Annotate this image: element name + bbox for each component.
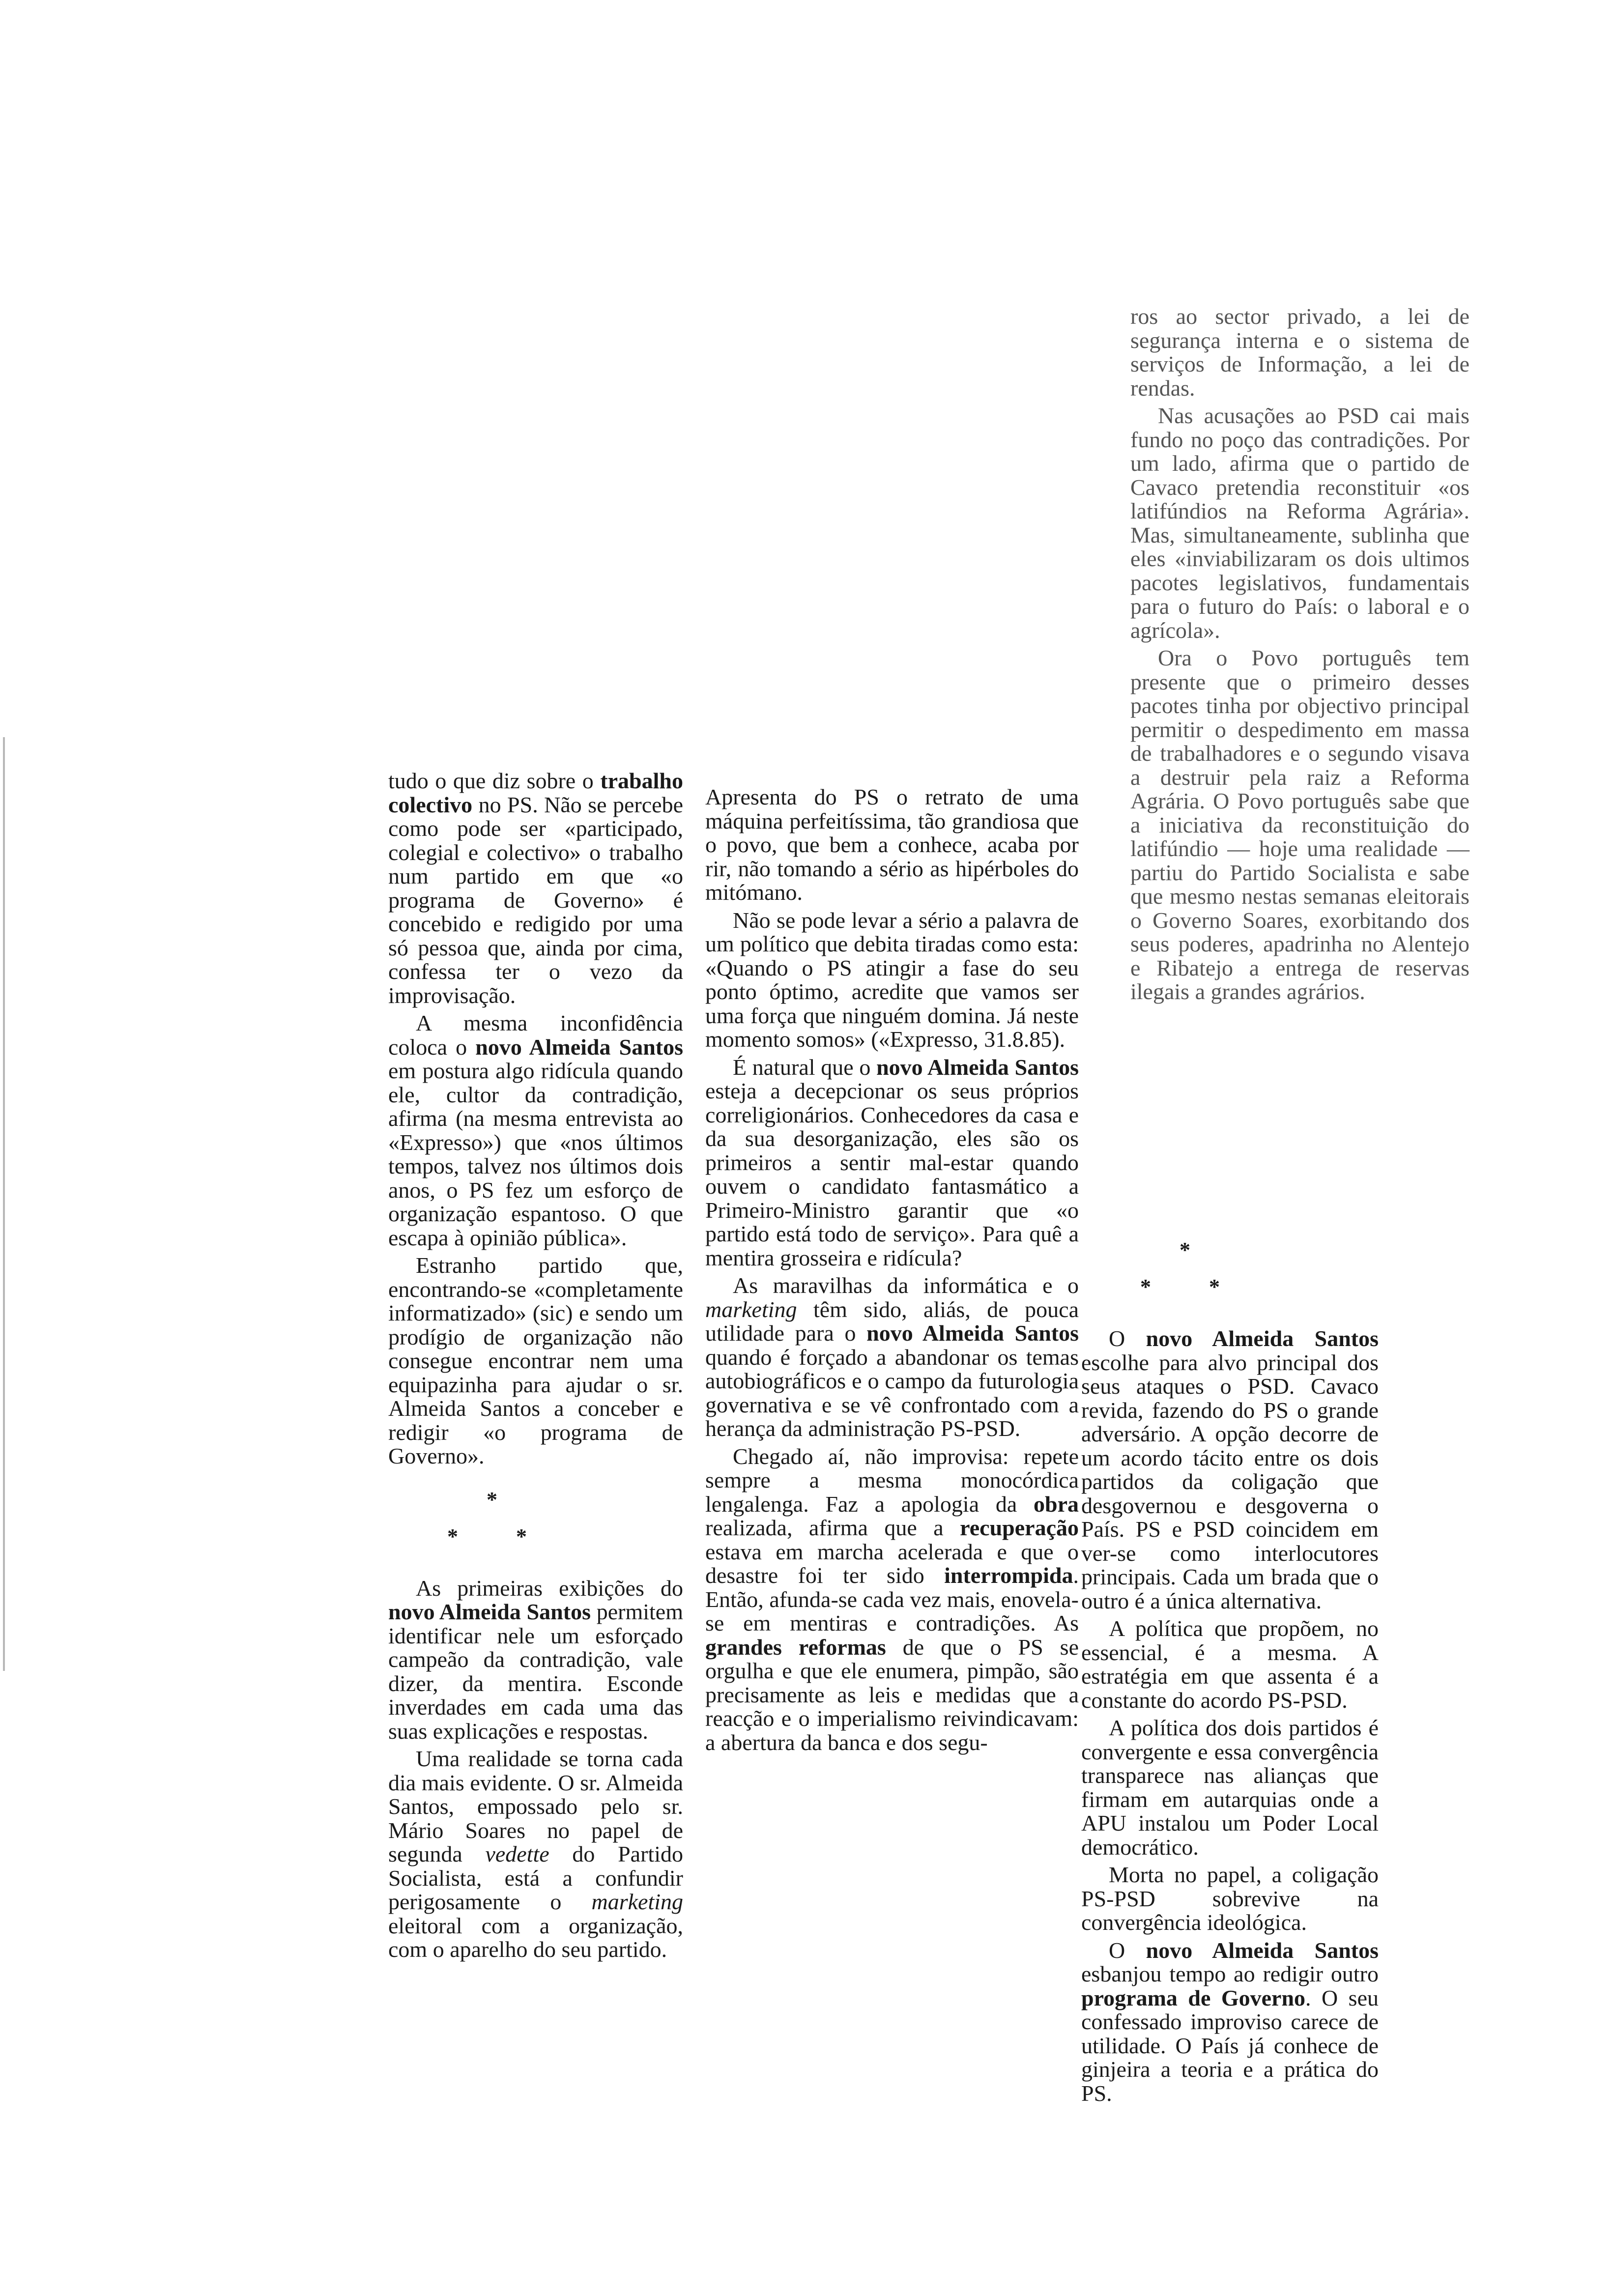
bold-text-run: novo Almeida Santos <box>1146 1326 1379 1351</box>
text-run: O <box>1109 1326 1146 1351</box>
text-run: As primeiras exibições do <box>416 1575 683 1601</box>
text-run: em postura algo ridícula quando ele, cultor da contradição, afirma (na mesma entrevista ao «Expresso») que «nos últimos tempos, talvez nos últimos dois anos, o PS fez um esforço de organização espantoso. O que escapa à opinião pública». <box>388 1058 683 1250</box>
text-run: quando é forçado a abandonar os temas autobiográficos e o campo da futurologia governativa e se vê confrontado com a herança da administração PS-PSD. <box>705 1344 1079 1441</box>
text-run: do Partido Socialista, está a confundir perigosamente o <box>388 1841 683 1914</box>
text-run: As maravilhas da informática e o <box>733 1273 1079 1298</box>
text-run: no PS. Não se percebe como pode ser «participado, colegial e colectivo» o trabalho num partido em que «o programa de Governo» é concebido e redigido por uma só pessoa que, ainda por cima, confessa ter o vezo da improvisação. <box>388 792 683 1008</box>
article-column-right <box>1081 1219 1379 2109</box>
text-run: realizada, afirma que a <box>705 1515 960 1540</box>
text-run: Chegado aí, não improvisa: repete sempre a mesma monocórdica lengalenga. Faz a apologia da <box>705 1443 1079 1517</box>
article-paragraph <box>1130 305 1469 400</box>
text-run: escolhe para alvo principal dos seus ataques o PSD. Cavaco revida, fazendo do PS o grande adversário. A opção decorre de um acordo tácito entre os dois partidos da coligação que desgovernou e desgoverna o País. PS e PSD coincidem em ver-se como interlocutores principais. Cada um brada que o outro é a única alternativa. <box>1081 1349 1379 1613</box>
text-run: de que o PS se orgulha e que ele enumera, pimpão, são precisamente as leis e medidas que a reacção e o imperialismo reivindicavam: a abertura da banca e dos segu- <box>705 1634 1079 1755</box>
article-paragraph <box>705 1445 1079 1755</box>
asterisk-glyph: * <box>1180 1238 1190 1262</box>
bold-text-run: obra <box>1034 1491 1079 1517</box>
asterisk-glyph: * <box>447 1524 458 1549</box>
asterisk-glyph: * <box>516 1524 527 1549</box>
bold-text-run: novo Almeida Santos <box>866 1320 1079 1346</box>
bold-text-run: novo Almeida Santos <box>388 1599 591 1624</box>
article-paragraph <box>1130 404 1469 642</box>
bold-text-run: trabalho colectivo <box>388 768 683 817</box>
text-run: . O seu confessado improviso carece de utilidade. O País já conhece de ginjeira a teoria e a prática do PS. <box>1081 1985 1379 2106</box>
bold-text-run: programa de Governo <box>1081 1985 1306 2010</box>
bold-text-run: grandes reformas <box>705 1634 886 1660</box>
text-run: . Então, afunda-se cada vez mais, enovela-se em mentiras e contradições. As <box>705 1563 1079 1636</box>
bold-text-run: recuperação <box>960 1515 1079 1540</box>
article-column-middle <box>705 785 1079 1758</box>
article-paragraph <box>388 1577 683 1744</box>
article-paragraph <box>705 785 1079 905</box>
article-paragraph <box>1081 1617 1379 1712</box>
text-run: têm sido, aliás, de pouca utilidade para o <box>705 1296 1079 1346</box>
asterisk-glyph: * <box>1140 1275 1151 1299</box>
text-run: esbanjou tempo ao redigir outro <box>1081 1961 1379 1986</box>
text-run: A política dos dois partidos é convergente e essa convergência transparece nas alianças que firmam em autarquias onde a APU instalou um Poder Local democrático. <box>1081 1715 1379 1860</box>
article-paragraph <box>705 909 1079 1052</box>
article-column-left <box>388 769 683 1966</box>
section-divider-asterisks <box>1081 1234 1379 1307</box>
asterisk-glyph: * <box>1209 1275 1220 1299</box>
text-run: eleitoral com a organização, com o aparelho do seu partido. <box>388 1913 683 1962</box>
bold-text-run: novo Almeida Santos <box>1146 1937 1379 1963</box>
article-paragraph <box>705 1056 1079 1270</box>
italic-text-run: marketing <box>705 1296 797 1322</box>
article-paragraph <box>1081 1939 1379 2106</box>
text-run: Não se pode levar a sério a palavra de um político que debita tiradas como esta: «Quando o PS atingir a fase do seu ponto óptimo, acredite que vamos ser uma força que ninguém domina. Já neste momento somos» («Expresso, 31.8.85). <box>705 907 1079 1052</box>
article-paragraph <box>1081 1863 1379 1935</box>
text-run: esteja a decepcionar os seus próprios correligionários. Conhecedores da casa e da sua desorganização, eles são os primeiros a sentir mal-estar quando ouvem o candidato fantasmático a Primeiro-Ministro garantir que «o partido está todo de serviço». Para quê a mentira grosseira e ridícula? <box>705 1078 1079 1270</box>
text-run: É natural que o <box>733 1054 877 1080</box>
text-run: permitem identificar nele um esforçado campeão da contradição, vale dizer, da mentira. Esconde inverdades em cada uma das suas explicações e respostas. <box>388 1599 684 1744</box>
text-run: estava em marcha acelerada e que o desastre foi ter sido <box>705 1539 1079 1588</box>
asterisk-glyph: * <box>487 1487 497 1512</box>
article-paragraph <box>705 1274 1079 1441</box>
text-run: ros ao sector privado, a lei de segurança interna e o sistema de serviços de Informação, a lei de rendas. <box>1130 304 1469 401</box>
bold-text-run: interrompida <box>944 1563 1073 1588</box>
text-run: Nas acusações ao PSD cai mais fundo no poço das contradições. Por um lado, afirma que o partido de Cavaco pretendia reconstituir «os latifúndios na Reforma Agrária». Mas, simultaneamente, sublinha que eles «inviabilizaram os dois ultimos pacotes legislativos, fundamentais para o futuro do País: o laboral e o agrícola». <box>1130 403 1469 643</box>
italic-text-run: marketing <box>591 1889 683 1914</box>
bold-text-run: novo Almeida Santos <box>475 1034 683 1060</box>
text-run: A mesma inconfidência coloca o <box>388 1010 683 1060</box>
bold-text-run: novo Almeida Santos <box>876 1054 1079 1080</box>
text-run: Uma realidade se torna cada dia mais evidente. O sr. Almeida Santos, empossado pelo sr. Mário Soares no papel de segunda <box>388 1746 683 1866</box>
text-run: tudo o que diz sobre o <box>388 768 601 793</box>
article-paragraph <box>388 1747 683 1962</box>
text-run: Apresenta do PS o retrato de uma máquina perfeitíssima, tão grandiosa que o povo, que bem a conhece, acaba por rir, não tomando a sério as hipérboles do mitómano. <box>705 784 1079 905</box>
article-paragraph <box>388 1011 683 1250</box>
article-paragraph <box>388 769 683 1007</box>
text-run: Estranho partido que, encontrando-se «completamente informatizado» (sic) e sendo um prodígio de organização não consegue encontrar nem uma equipazinha para ajudar o sr. Almeida Santos a conceber e redigir «o programa de Governo». <box>388 1253 683 1468</box>
text-run: Ora o Povo português tem presente que o primeiro desses pacotes tinha por objectivo principal permitir o despedimento em massa de trabalhadores e o segundo visava a destruir pela raiz a Reforma Agrária. O Povo português sabe que a iniciativa da reconstituição do latifúndio — hoje uma realidade — partiu do Partido Socialista e sabe que mesmo nestas semanas eleitorais o Governo Soares, exorbitando dos seus poderes, apadrinha no Alentejo e Ribatejo a entrega de reservas ilegais a grandes agrários. <box>1130 645 1469 1004</box>
text-run: A política que propõem, no essencial, é a mesma. A estratégia em que assenta é a constante do acordo PS-PSD. <box>1081 1616 1379 1713</box>
article-paragraph <box>1081 1716 1379 1859</box>
article-paragraph <box>1130 646 1469 1004</box>
article-paragraph <box>388 1254 683 1468</box>
italic-text-run: vedette <box>485 1841 549 1866</box>
scan-edge-mark <box>3 737 5 1671</box>
article-column-top-right <box>1130 305 1469 1008</box>
text-run: Morta no papel, a coligação PS-PSD sobrevive na convergência ideológica. <box>1081 1862 1379 1935</box>
section-divider-asterisks <box>388 1483 683 1557</box>
text-run: O <box>1109 1937 1146 1963</box>
article-paragraph <box>1081 1327 1379 1613</box>
